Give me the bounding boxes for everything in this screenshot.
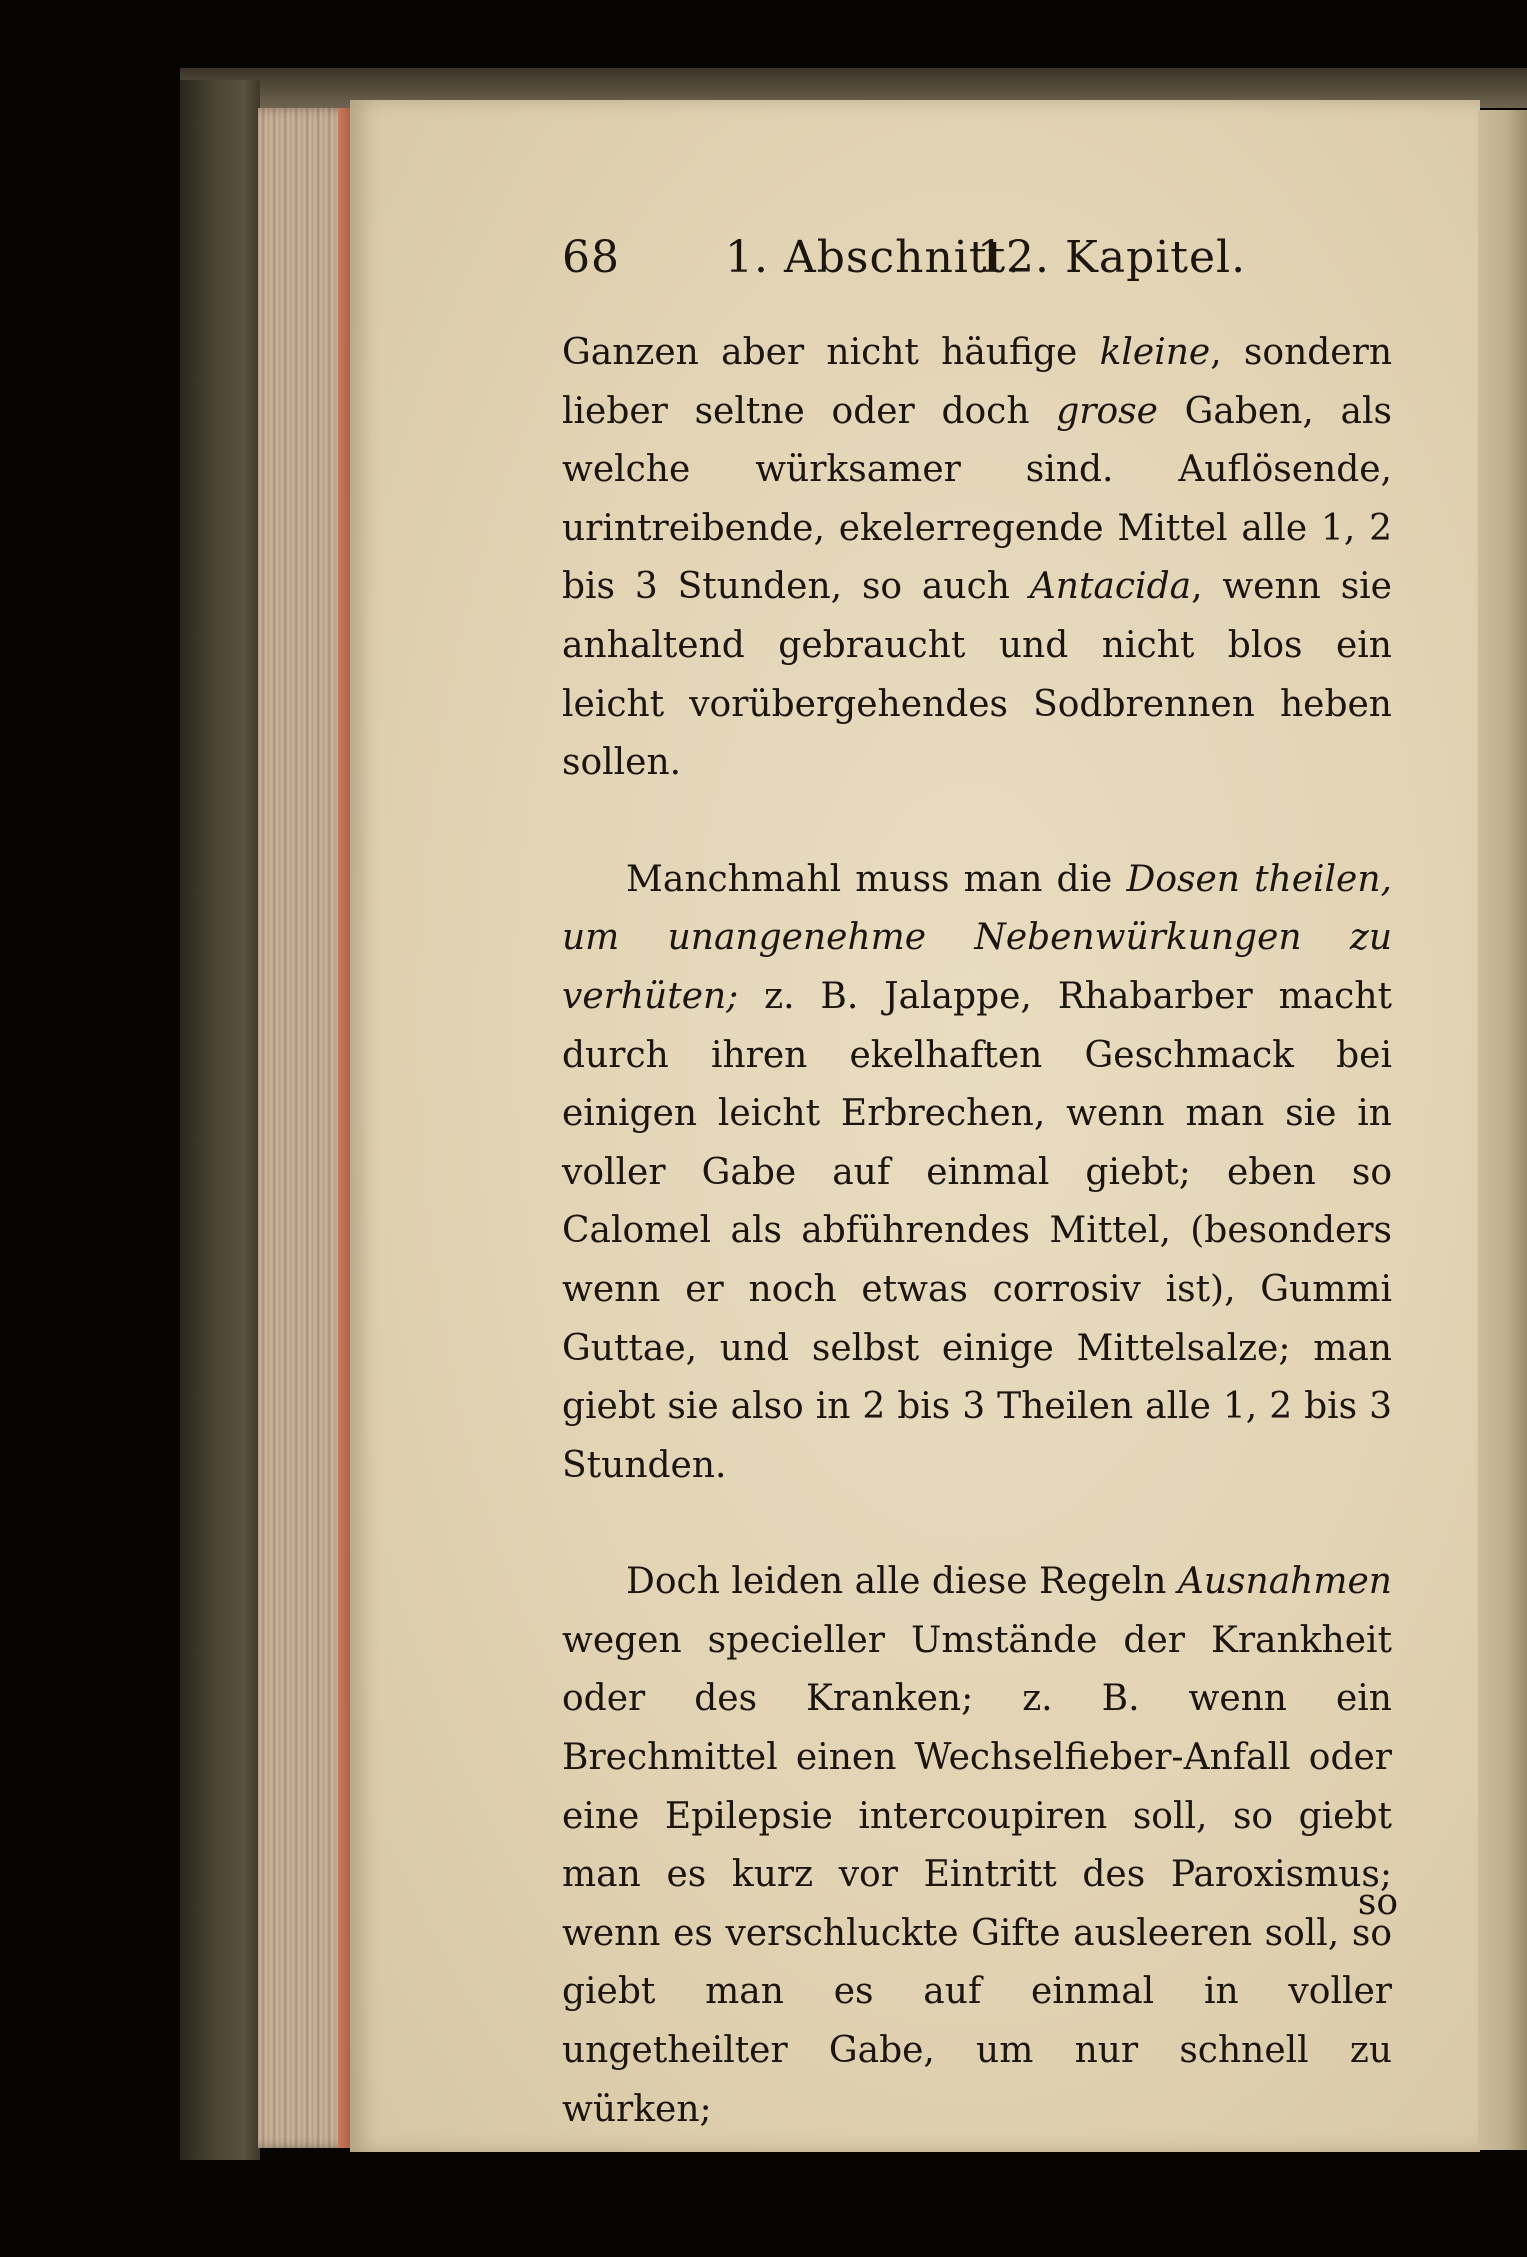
body-text [562, 324, 1392, 2139]
facing-page-edge [1478, 110, 1527, 2150]
italic-text: kleine [1099, 332, 1211, 373]
paragraph [562, 324, 1392, 793]
paragraph [562, 1553, 1392, 2139]
paragraph [562, 851, 1392, 1496]
italic-text: Dosen theilen, um unangenehme Nebenwürkungen zu verhüten; [562, 858, 1392, 1017]
catchword: so [1357, 1882, 1398, 1923]
italic-text: Ausnahmen [1177, 1561, 1392, 1603]
text-run: Doch leiden alle diese Regeln [626, 1561, 1178, 1603]
section-title: 1. Abschnitt. [725, 232, 1022, 283]
italic-text: Antacida [1029, 566, 1192, 608]
text-run: , sondern lieber seltne oder doch [562, 332, 1393, 432]
text-run: Manchmahl muss man die [626, 858, 1127, 900]
text-run: z. B. Jalappe, Rhabarber macht durch ihren ekelhaften Geschmack bei einigen leicht Erbrechen, wenn man sie in voller Gabe auf einmal giebt; eben so Calomel als abführendes Mittel, (besonders wenn er noch etwas corrosiv ist), Gummi Guttae, und selbst einige Mittelsalze; man giebt sie also in 2 bis 3 Theilen alle 1, 2 bis 3 Stunden. [562, 975, 1392, 1486]
running-header [562, 232, 1262, 302]
chapter-title: 12. Kapitel. [977, 232, 1247, 283]
page-edges [258, 108, 350, 2148]
text-run: Gaben, als welche würksamer sind. Auflösende, urintreibende, ekelerregende Mittel alle 1, 2 bis 3 Stunden, so auch [562, 390, 1392, 608]
text-run: , wenn sie anhaltend gebraucht und nicht blos ein leicht vorübergehendes Sodbrennen heben sollen. [562, 566, 1392, 784]
text-run: Ganzen aber nicht häufige [562, 332, 1100, 373]
page-number: 68 [562, 232, 620, 283]
text-run: wegen specieller Umstände der Krankheit oder des Kranken; z. B. wenn ein Brechmittel einen Wechselfieber-Anfall oder eine Epilepsie intercoupiren soll, so giebt man es kurz vor Eintritt des Paroxismus; wenn es verschluckte Gifte ausleeren soll, so giebt man es auf einmal in voller ungetheilter Gabe, um nur schnell zu würken; [562, 1619, 1392, 2130]
italic-text: grose [1056, 390, 1158, 432]
book-cover-spine [180, 80, 260, 2160]
